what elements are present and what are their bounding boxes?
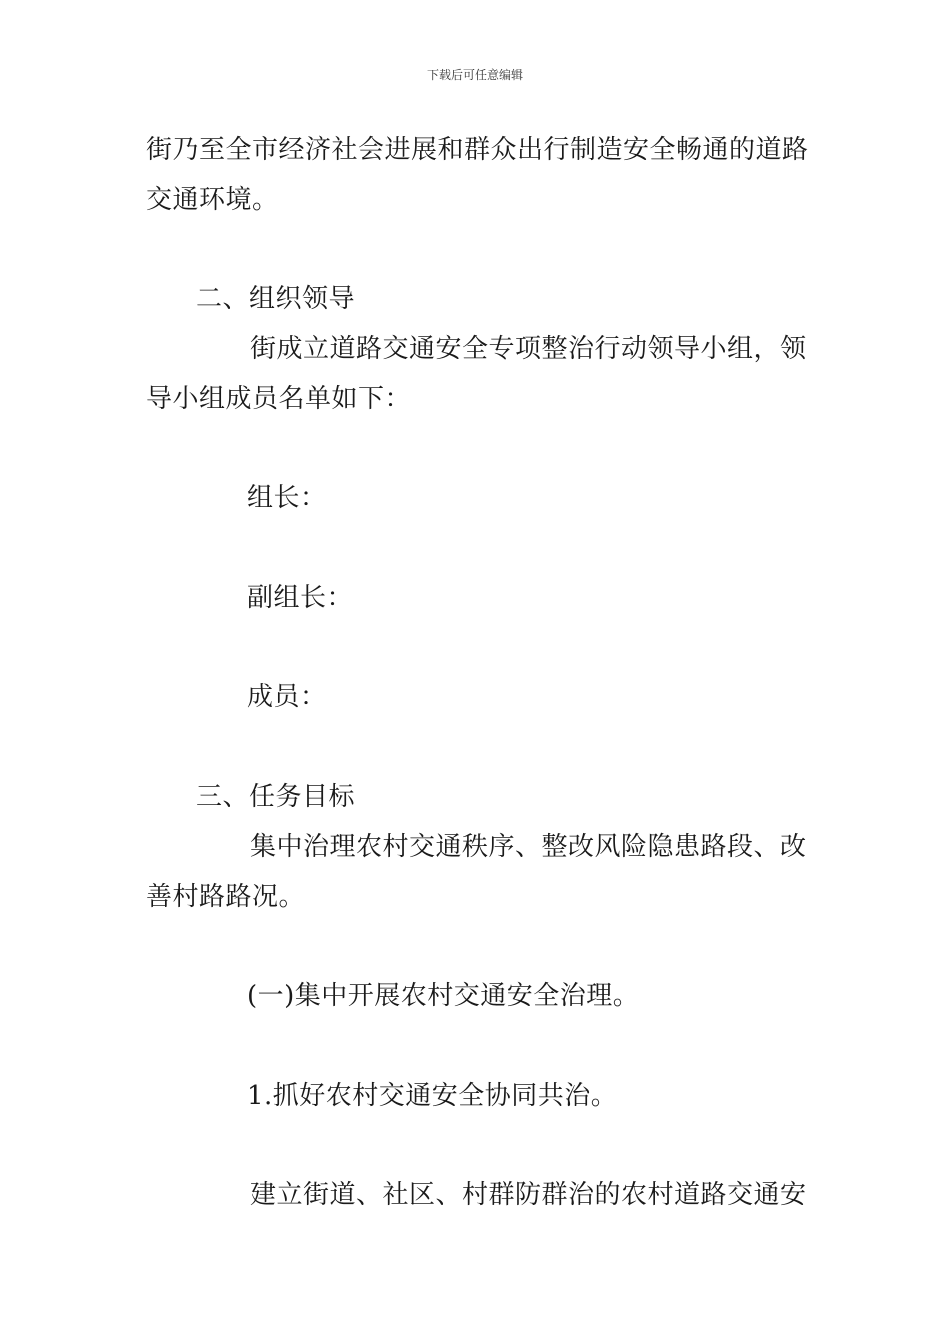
leader-label: 组长： bbox=[247, 483, 327, 513]
subsection-heading: (一)集中开展农村交通安全治理。 bbox=[247, 981, 640, 1011]
paragraph-line: 导小组成员名单如下： bbox=[146, 384, 412, 414]
paragraph-line: 集中治理农村交通秩序、整改风险隐患路段、改 bbox=[250, 832, 807, 862]
paragraph-line: 交通环境。 bbox=[146, 185, 279, 215]
paragraph-line: 善村路路况。 bbox=[146, 882, 306, 912]
members-label: 成员： bbox=[247, 682, 327, 712]
page-header: 下载后可任意编辑 bbox=[426, 68, 523, 82]
paragraph-line: 街成立道路交通安全专项整治行动领导小组，领 bbox=[250, 334, 807, 364]
paragraph-line: 街乃至全市经济社会进展和群众出行制造安全畅通的道路 bbox=[146, 135, 809, 165]
section-heading: 三、任务目标 bbox=[196, 782, 356, 812]
list-item: 1.抓好农村交通安全协同共治。 bbox=[247, 1081, 618, 1111]
section-heading: 二、组织领导 bbox=[196, 284, 356, 314]
paragraph-line: 建立街道、社区、村群防群治的农村道路交通安 bbox=[250, 1180, 807, 1210]
deputy-leader-label: 副组长： bbox=[247, 583, 354, 613]
